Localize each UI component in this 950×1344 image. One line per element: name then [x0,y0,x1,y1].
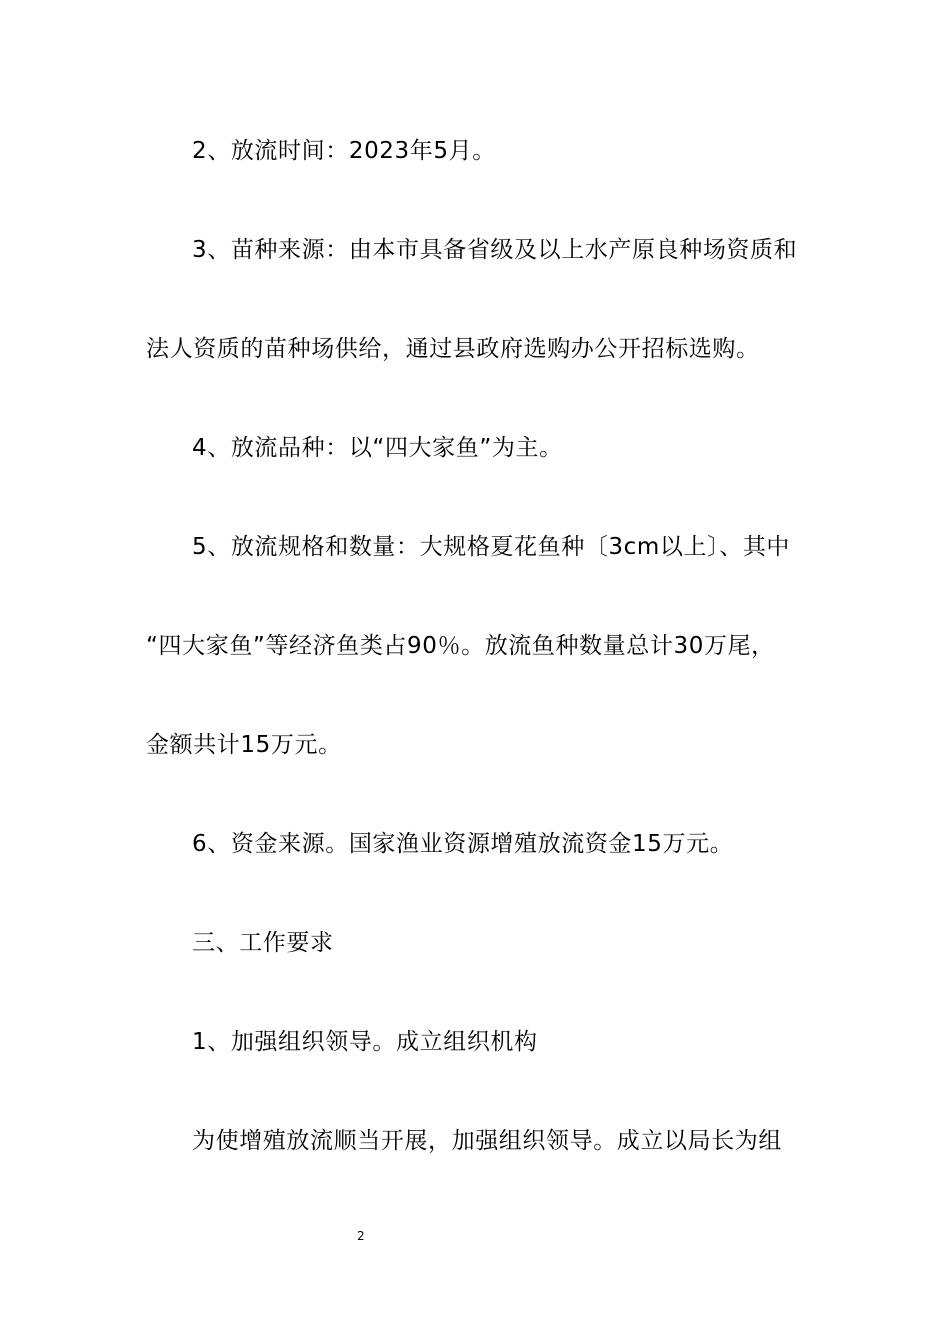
paragraph-seed-source: 3、苗种来源：由本市具备省级及以上水产原良种场资质和 [192,237,798,263]
paragraph-release-specs-continued: “四大家鱼”等经济鱼类占90％。放流鱼种数量总计30万尾， [146,633,775,659]
page-number: 2 [357,1229,365,1243]
paragraph-release-specs: 5、放流规格和数量：大规格夏花鱼种〔3cm以上〕、其中 [192,534,791,560]
paragraph-release-species: 4、放流品种：以“四大家鱼”为主。 [192,435,563,461]
paragraph-release-time: 2、放流时间：2023年5月。 [192,138,496,164]
paragraph-release-amount: 金额共计15万元。 [146,732,342,758]
section-heading-work-requirements: 三、工作要求 [192,930,334,956]
paragraph-organization-setup: 为使增殖放流顺当开展，加强组织领导。成立以局长为组 [192,1128,782,1154]
paragraph-seed-source-continued: 法人资质的苗种场供给，通过县政府选购办公开招标选购。 [146,336,760,362]
paragraph-fund-source: 6、资金来源。国家渔业资源增殖放流资金15万元。 [192,831,734,857]
paragraph-organization-leadership: 1、加强组织领导。成立组织机构 [192,1029,538,1055]
